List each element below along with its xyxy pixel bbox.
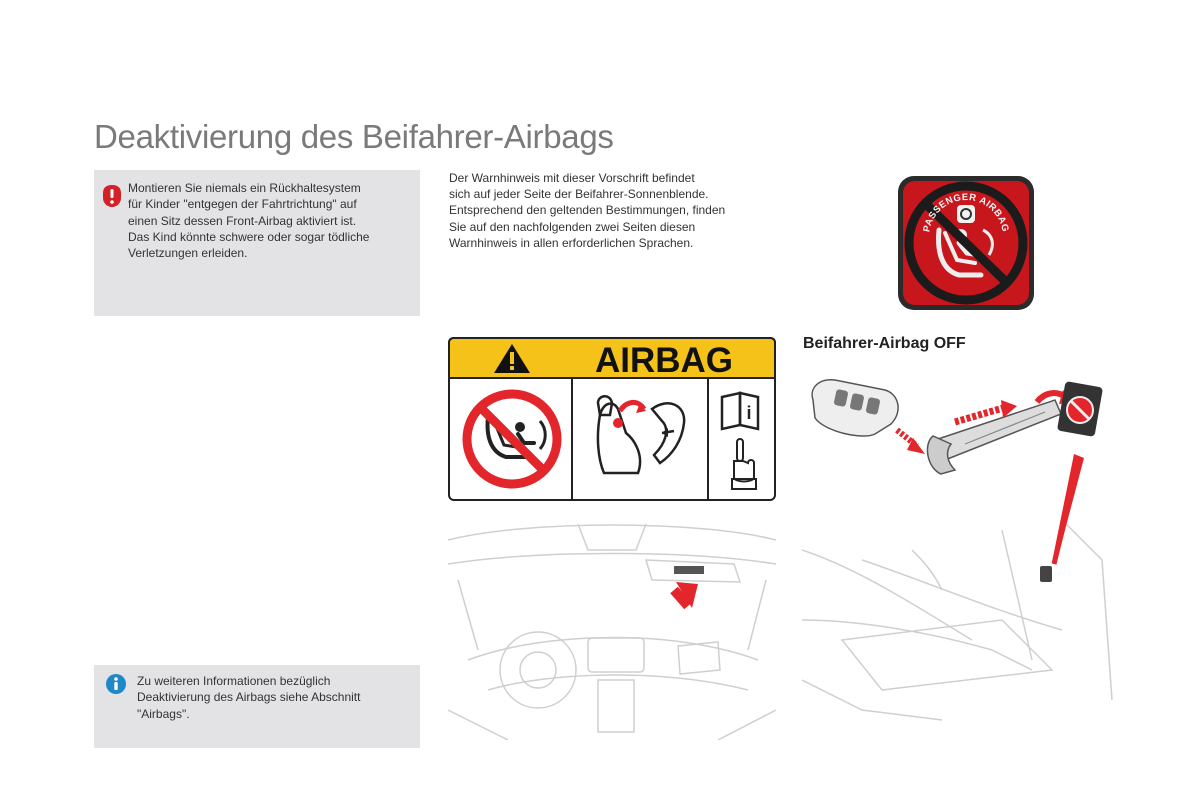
passenger-airbag-text: PASSENGER AIRBAG	[921, 191, 1011, 234]
visor-label-marker	[674, 566, 704, 574]
intro-text: Der Warnhinweis mit dieser Vorschrift befindet sich auf jeder Seite der Beifahrer-Sonnenblende. Entsprechend den geltenden Bestimmungen, finden Sie auf den nachfolgenden zwei Seiten diesen Warnhinweis in allen erforderlichen Sprachen.	[449, 171, 726, 250]
page-title: Deaktivierung des Beifahrer-Airbags	[94, 118, 614, 155]
no-rear-facing-seat-icon	[467, 394, 557, 484]
airbag-switch-icon	[1057, 381, 1103, 437]
airbag-heading: AIRBAG	[594, 341, 734, 380]
car-key-icon	[812, 380, 898, 436]
passenger-airbag-badge	[897, 175, 1035, 311]
svg-text:i: i	[746, 403, 752, 423]
info-icon	[105, 673, 127, 695]
warning-note-text: Montieren Sie niemals ein Rückhaltesystem für Kinder "entgegen der Fahrtrichtung" auf einen Sitz dessen Front-Airbag aktiviert ist. Das Kind könnte schwere oder sogar tödliche Verletzungen erleiden.	[128, 181, 370, 261]
key-blade-icon	[927, 400, 1061, 474]
airbag-switch-location	[1040, 566, 1052, 582]
airbag-off-label: Beifahrer-Airbag OFF	[803, 335, 966, 352]
switch-pointer-arrow-icon	[1046, 452, 1086, 566]
cockpit-visor-illustration	[448, 520, 776, 740]
warning-icon	[102, 184, 122, 208]
info-note	[94, 665, 420, 748]
info-note-text: Zu weiteren Informationen bezüglich Deaktivierung des Airbags siehe Abschnitt "Airbags".	[137, 674, 361, 721]
airbag-warning-label	[448, 337, 776, 501]
warning-note	[94, 170, 420, 316]
